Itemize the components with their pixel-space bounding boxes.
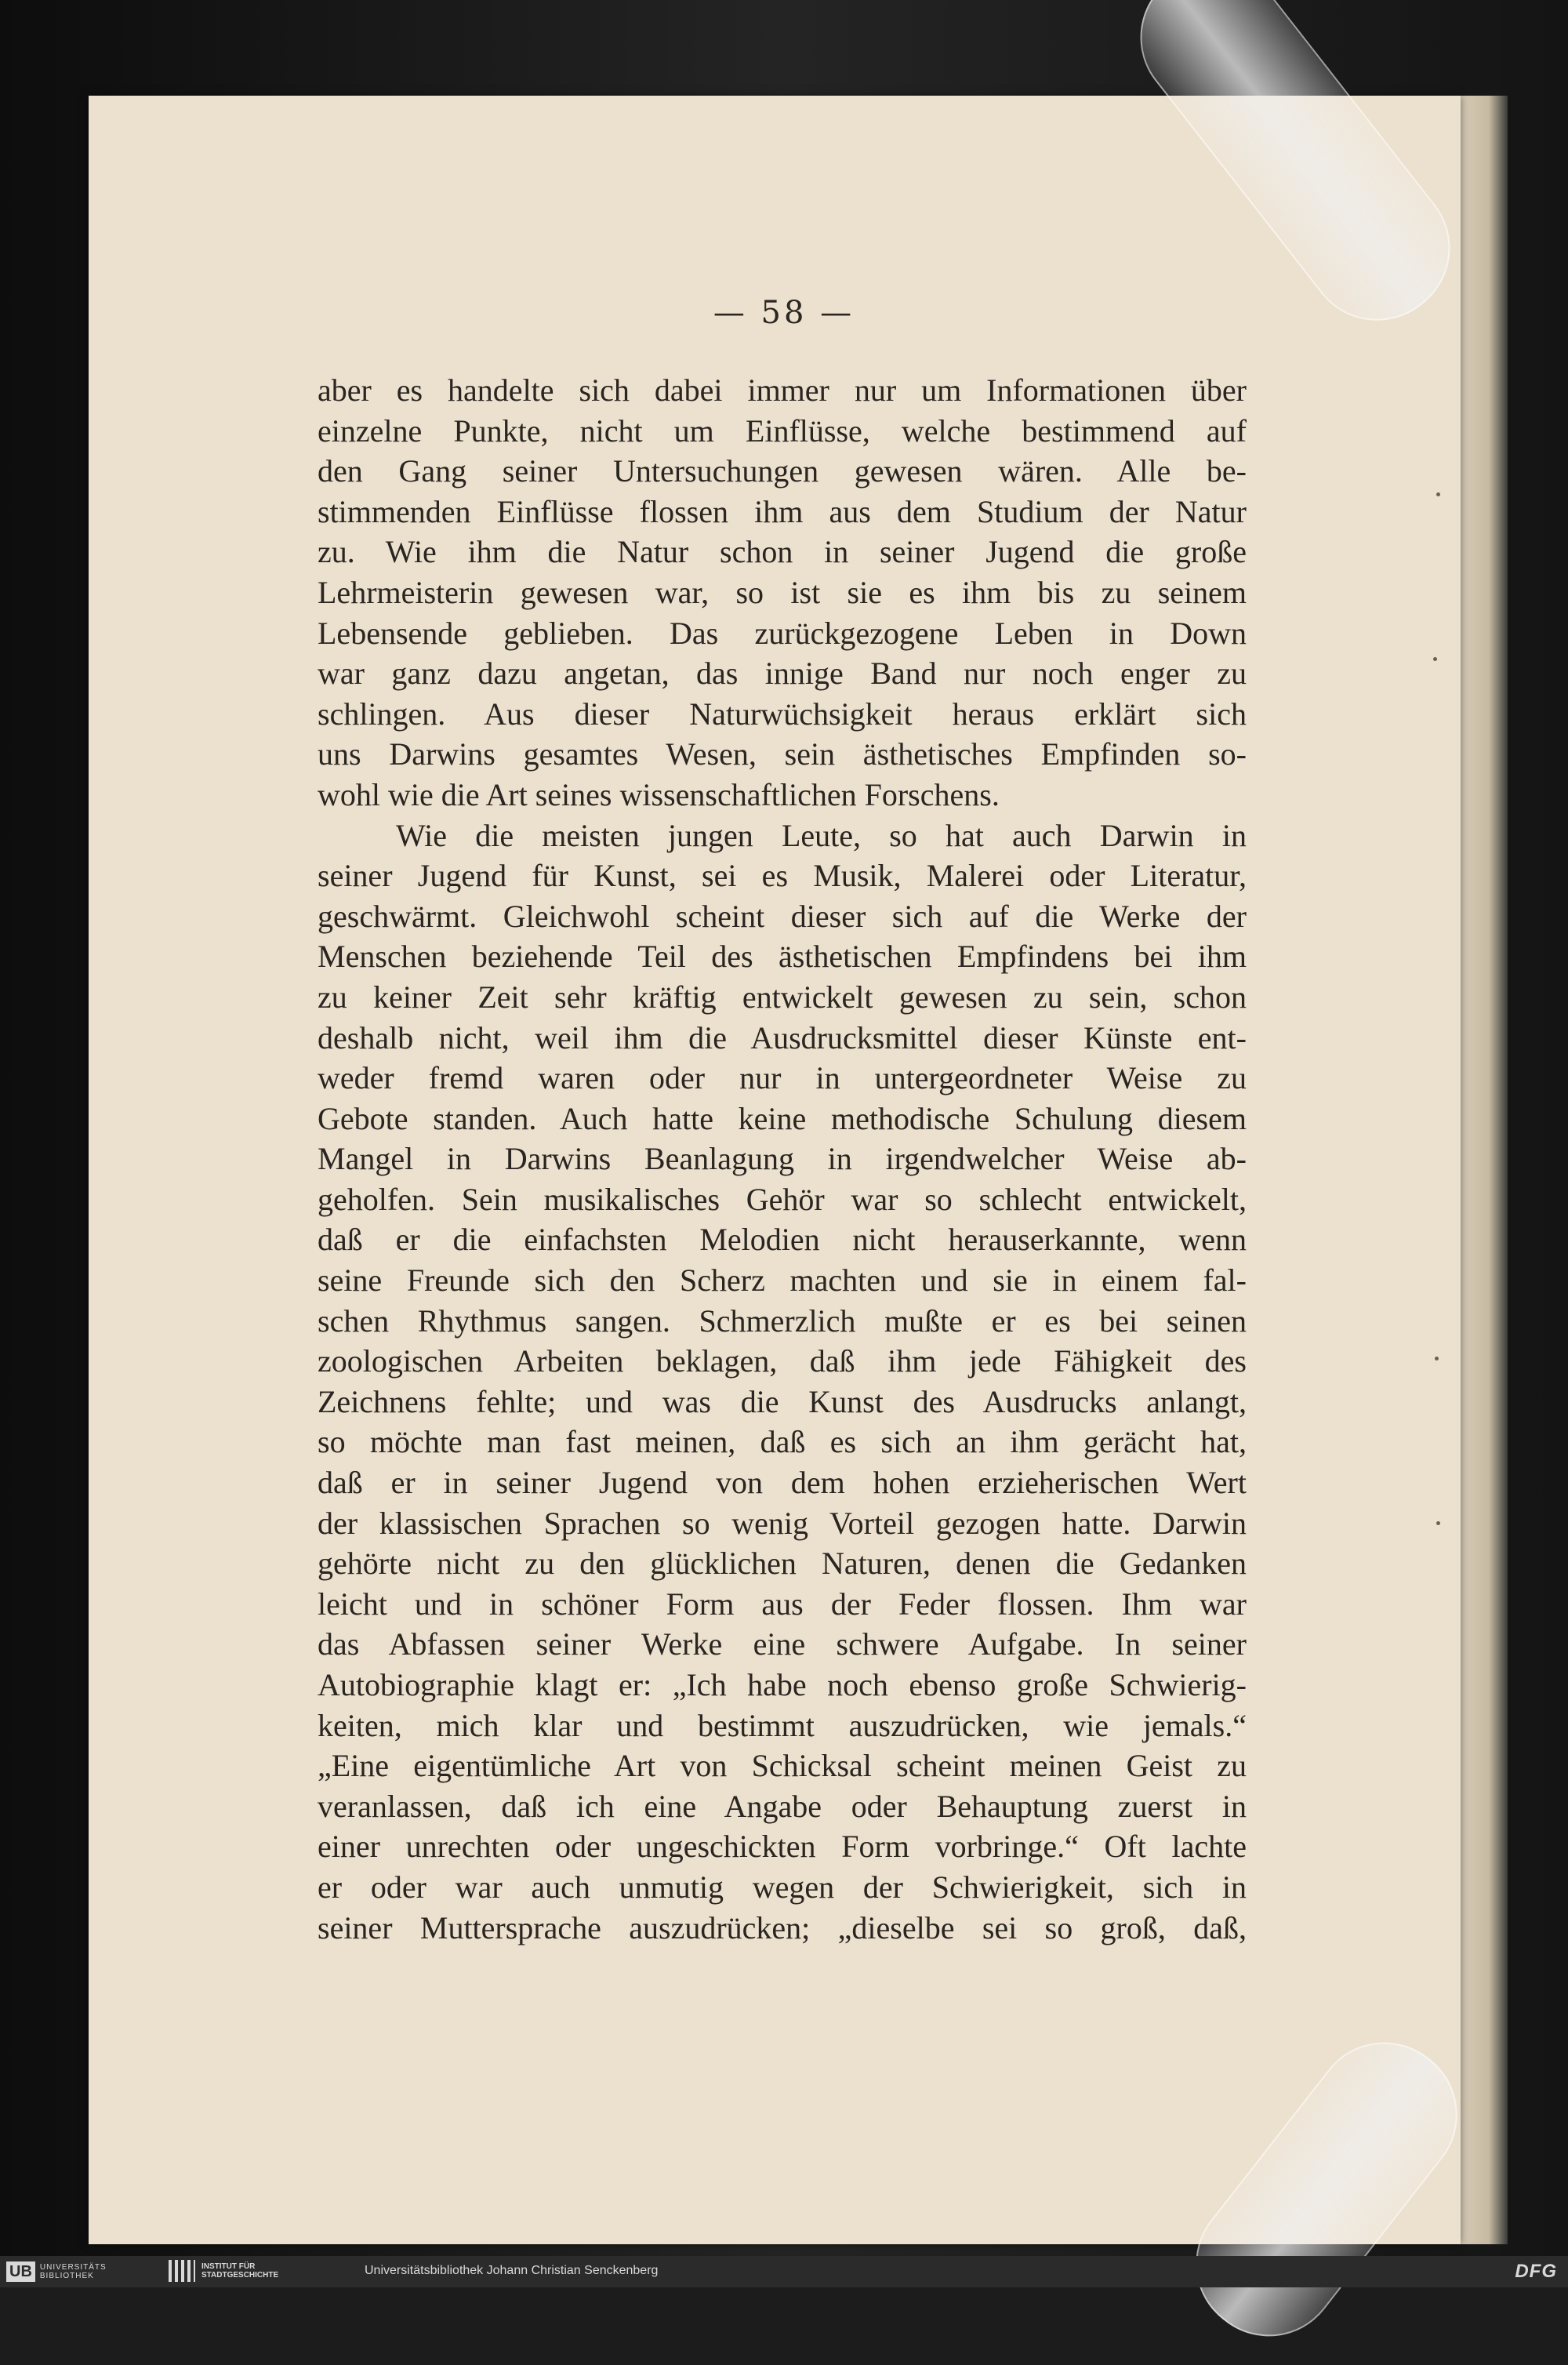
text-line: daß er die einfachsten Melodien nicht herauserkannte, wenn bbox=[318, 1222, 1247, 1258]
text-line: Zeichnens fehlte; und was die Kunst des Ausdrucks anlangt, bbox=[318, 1383, 1247, 1419]
text-line: Lebensende geblieben. Das zurückgezogene Leben in Down bbox=[318, 615, 1247, 651]
text-line: deshalb nicht, weil ihm die Ausdrucksmittel dieser Künste ent- bbox=[318, 1019, 1247, 1055]
text-line: daß er in seiner Jugend von dem hohen erzieherischen Wert bbox=[318, 1465, 1247, 1501]
text-line: Gebote standen. Auch hatte keine methodische Schulung diesem bbox=[318, 1100, 1247, 1136]
text-line: seiner Muttersprache auszudrücken; „dieselbe sei so groß, daß, bbox=[318, 1909, 1247, 1945]
body-text bbox=[318, 370, 1247, 1948]
text-line: er oder war auch unmutig wegen der Schwierigkeit, sich in bbox=[318, 1869, 1247, 1905]
ub-logo-line-2: BIBLIOTHEK bbox=[39, 2272, 94, 2280]
text-line: schen Rhythmus sangen. Schmerzlich mußte er es bei seinen bbox=[318, 1302, 1247, 1339]
margin-speck bbox=[1436, 492, 1440, 496]
text-line: leicht und in schöner Form aus der Feder flossen. Ihm war bbox=[318, 1586, 1247, 1622]
text-line: einzelne Punkte, nicht um Einflüsse, welche bestimmend auf bbox=[318, 412, 1247, 449]
ub-logo-line-1: UNIVERSITÄTS bbox=[39, 2263, 107, 2272]
text-line: zu keiner Zeit sehr kräftig entwickelt gewesen zu sein, schon bbox=[318, 979, 1247, 1015]
dfg-logo[interactable]: DFG bbox=[1515, 2261, 1557, 2282]
viewer-footer bbox=[0, 2256, 1568, 2287]
text-line: zu. Wie ihm die Natur schon in seiner Jugend die große bbox=[318, 534, 1247, 570]
text-line: gehörte nicht zu den glücklichen Naturen, denen die Gedanken bbox=[318, 1546, 1247, 1582]
text-line: einer unrechten oder ungeschickten Form vorbringe.“ Oft lachte bbox=[318, 1829, 1247, 1865]
text-line: so möchte man fast meinen, daß es sich an ihm gerächt hat, bbox=[318, 1424, 1247, 1460]
margin-speck bbox=[1436, 1521, 1440, 1525]
library-caption[interactable]: Universitätsbibliothek Johann Christian Senckenberg bbox=[365, 2264, 659, 2277]
text-line: Mangel in Darwins Beanlagung in irgendwelcher Weise ab- bbox=[318, 1141, 1247, 1177]
text-line: keiten, mich klar und bestimmt auszudrücken, wie jemals.“ bbox=[318, 1707, 1247, 1743]
text-line: uns Darwins gesamtes Wesen, sein ästhetisches Empfinden so- bbox=[318, 736, 1247, 772]
ub-logo-mark: UB bbox=[6, 2261, 35, 2282]
columns-icon bbox=[169, 2260, 195, 2282]
ub-logo[interactable] bbox=[6, 2260, 107, 2283]
text-line: Lehrmeisterin gewesen war, so ist sie es ihm bis zu seinem bbox=[318, 574, 1247, 610]
text-line: veranlassen, daß ich eine Angabe oder Behauptung zuerst in bbox=[318, 1788, 1247, 1824]
text-line: weder fremd waren oder nur in untergeordneter Weise zu bbox=[318, 1060, 1247, 1096]
text-line: seiner Jugend für Kunst, sei es Musik, Malerei oder Literatur, bbox=[318, 858, 1247, 894]
page-number: — 58 — bbox=[713, 295, 855, 331]
next-page-edge bbox=[1461, 96, 1508, 2244]
text-line: seine Freunde sich den Scherz machten und sie in einem fal- bbox=[318, 1262, 1247, 1299]
institute-logo-text bbox=[201, 2262, 278, 2280]
institute-logo[interactable] bbox=[169, 2260, 278, 2282]
text-line: schlingen. Aus dieser Naturwüchsigkeit heraus erklärt sich bbox=[318, 696, 1247, 732]
institute-line-2: STADTGESCHICHTE bbox=[201, 2271, 279, 2280]
text-line: Wie die meisten jungen Leute, so hat auch Darwin in bbox=[396, 817, 1247, 853]
text-line: Autobiographie klagt er: „Ich habe noch ebenso große Schwierig- bbox=[318, 1667, 1247, 1702]
text-line: den Gang seiner Untersuchungen gewesen wären. Alle be- bbox=[318, 453, 1247, 489]
text-line: wohl wie die Art seines wissenschaftlichen Forschens. bbox=[318, 776, 1000, 812]
text-line: Menschen beziehende Teil des ästhetischen Empfindens bei ihm bbox=[318, 939, 1247, 975]
text-line: war ganz dazu angetan, das innige Band nur noch enger zu bbox=[318, 656, 1247, 692]
text-line: aber es handelte sich dabei immer nur um Informationen über bbox=[318, 372, 1247, 408]
institute-line-1: INSTITUT FÜR bbox=[201, 2262, 256, 2271]
text-line: „Eine eigentümliche Art von Schicksal scheint meinen Geist zu bbox=[318, 1748, 1247, 1784]
text-line: geschwärmt. Gleichwohl scheint dieser sich auf die Werke der bbox=[318, 898, 1247, 934]
margin-speck bbox=[1435, 1357, 1439, 1361]
text-line: geholfen. Sein musikalisches Gehör war so schlecht entwickelt, bbox=[318, 1181, 1247, 1217]
text-line: zoologischen Arbeiten beklagen, daß ihm jede Fähigkeit des bbox=[318, 1343, 1247, 1379]
text-line: der klassischen Sprachen so wenig Vorteil gezogen hatte. Darwin bbox=[318, 1505, 1247, 1541]
text-line: stimmenden Einflüsse flossen ihm aus dem Studium der Natur bbox=[318, 493, 1247, 529]
ub-logo-text bbox=[40, 2263, 107, 2280]
text-line: das Abfassen seiner Werke eine schwere Aufgabe. In seiner bbox=[318, 1626, 1247, 1662]
margin-speck bbox=[1433, 657, 1437, 661]
